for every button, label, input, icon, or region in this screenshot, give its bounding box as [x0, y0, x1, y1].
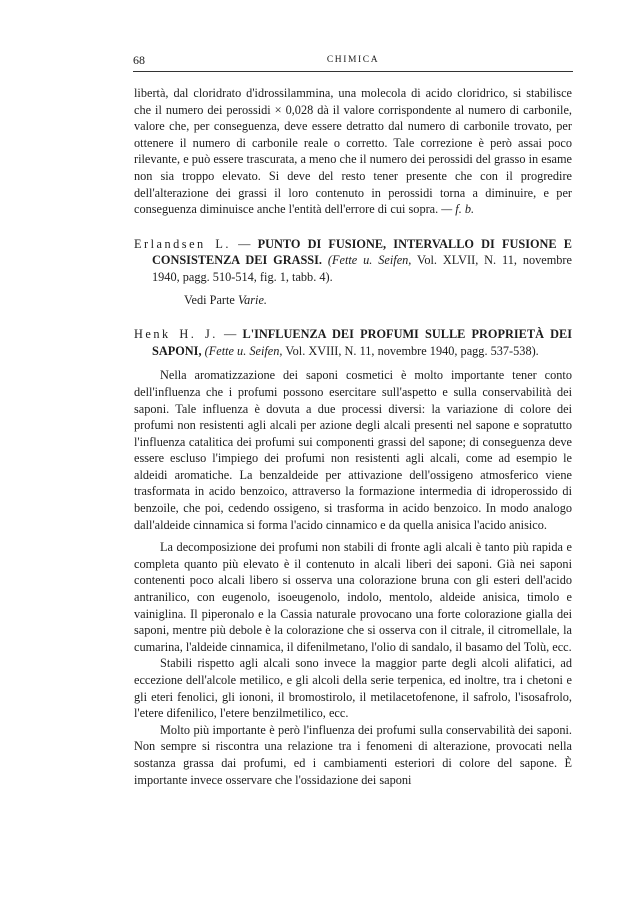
abstract-entry-erlandsen — [134, 236, 572, 308]
entry-citation: Vol. XVIII, N. 11, novembre 1940, pagg. 537-538). — [285, 343, 539, 358]
entry-title: PUNTO DI FUSIONE, INTERVALLO DI FUSIONE E CONSISTENZA DEI GRASSI. — [152, 236, 572, 268]
page-number: 68 — [133, 53, 145, 67]
entry-journal: (Fette u. Seifen, — [327, 253, 412, 268]
entry-author: Erlandsen L. — [134, 236, 231, 251]
cross-reference-section: Varie. — [237, 292, 267, 307]
entry-heading — [134, 326, 572, 359]
cross-reference-prefix: Vedi Parte — [184, 292, 235, 307]
intro-signature: — f. b. — [441, 202, 475, 217]
entry-dash: — — [238, 236, 251, 251]
entry-dash: — — [224, 327, 237, 342]
entry-title: L'INFLUENZA DEI PROFUMI SULLE PROPRIETÀ DEI SAPONI, — [152, 327, 572, 358]
cross-reference — [134, 292, 572, 309]
page-body — [134, 85, 572, 788]
entry-citation: Vol. XLVII, N. 11, novembre 1940, pagg. 510-514, fig. 1, tabb. 4). — [152, 253, 572, 284]
entry-journal: (Fette u. Seifen, — [204, 343, 283, 358]
running-header — [133, 53, 573, 69]
body-paragraph: Stabili rispetto agli alcali sono invece la maggior parte degli alcoli alifatici, ad eccezione dell'alcole metilico, e gli alcoli della serie terpenica, ed inoltre, tra i chetoni e gli eteri fenolici, gli iononi, il bromostirolo, il metilacetofenone, il safrolo, l'isosafrolo, l'etere difenilico, l'etere benzilmetilico, ecc. — [134, 656, 572, 721]
intro-text: libertà, dal cloridrato d'idrossilammina, una molecola di acido cloridrico, si stabilisce che il numero dei perossidi × 0,028 dà il valore corrispondente al numero di carbonile, valore che, per conseguenza, deve essere detratto dal numero di carbonile trovato, per ottenere il numero di carbonile reale o corretto. Tale correzione è però assai poco rilevante, e può essere trascurata, a meno che il numero dei perossidi del grasso in esame non sia troppo elevato. Si deve del resto tener presente che con il progredire dell'alterazione dei grassi il loro contenuto in perossidi torna a diminuire, e per conseguenza diminuisce anche l'entità dell'errore di cui sopra. — [134, 86, 572, 217]
intro-paragraph — [134, 85, 572, 218]
body-paragraph: Molto più importante è però l'influenza dei profumi sulla conservabilità dei saponi. Non sempre si riscontra una relazione tra i fenomeni di alterazione, provocati nella sostanza grassa dai profumi, ed i cambiamenti esteriori di colore del sapone. È importante invece osservare che l'ossidazione dei saponi — [134, 722, 572, 787]
body-paragraph: Nella aromatizzazione dei saponi cosmetici è molto importante tener conto dell'influenza che i profumi possono esercitare sull'aspetto e sulla conservabilità dei saponi. Tale influenza è dovuta a due processi diversi: la variazione di colore dei profumi non resistenti agli alcali per azione degli alcali presenti nel sapone e sopratutto l'influenza catalitica dei profumi sui componenti grassi del sapone; di conseguenza deve essere escluso l'impiego dei profumi non resistenti agli alcali, come ad esempio le aldeidi aromatiche. La benzaldeide per attivazione dell'ossigeno atmosferico viene trasformata in acido benzoico, attraverso la formazione intermedia di idroperossido di benzoile, che poi, cedendo ossigeno, si trasforma in acido benzoico. In modo analogo dall'aldeide cinnamica si forma l'acido cinnamico e da quella anisica l'acido anisico. — [134, 368, 572, 532]
body-paragraph: La decomposizione dei profumi non stabili di fronte agli alcali è tanto più rapida e completa quanto più elevato è il contenuto in alcali liberi dei saponi. Già nei saponi contenenti poco alcali libero si osserva una colorazione bruna con gli esteri dell'acido antranilico, con eugenolo, isoeugenolo, indolo, mentolo, aldeide anisica, timolo e vainiglina. Il piperonalo e la Cassia naturale provocano una forte colorazione gialla dei saponi, mentre più debole è la colorazione che si osserva con il citrale, il citromellale, la cumarina, l'aldeide cinnamica, il difenilmetano, l'olio di sandalo, il basamo del Tolù, ecc. — [134, 540, 572, 654]
entry-heading — [134, 236, 572, 286]
header-rule — [133, 71, 573, 72]
running-title: CHIMICA — [326, 55, 380, 65]
abstract-entry-henk — [134, 326, 572, 788]
entry-author: Henk H. J. — [134, 327, 218, 342]
